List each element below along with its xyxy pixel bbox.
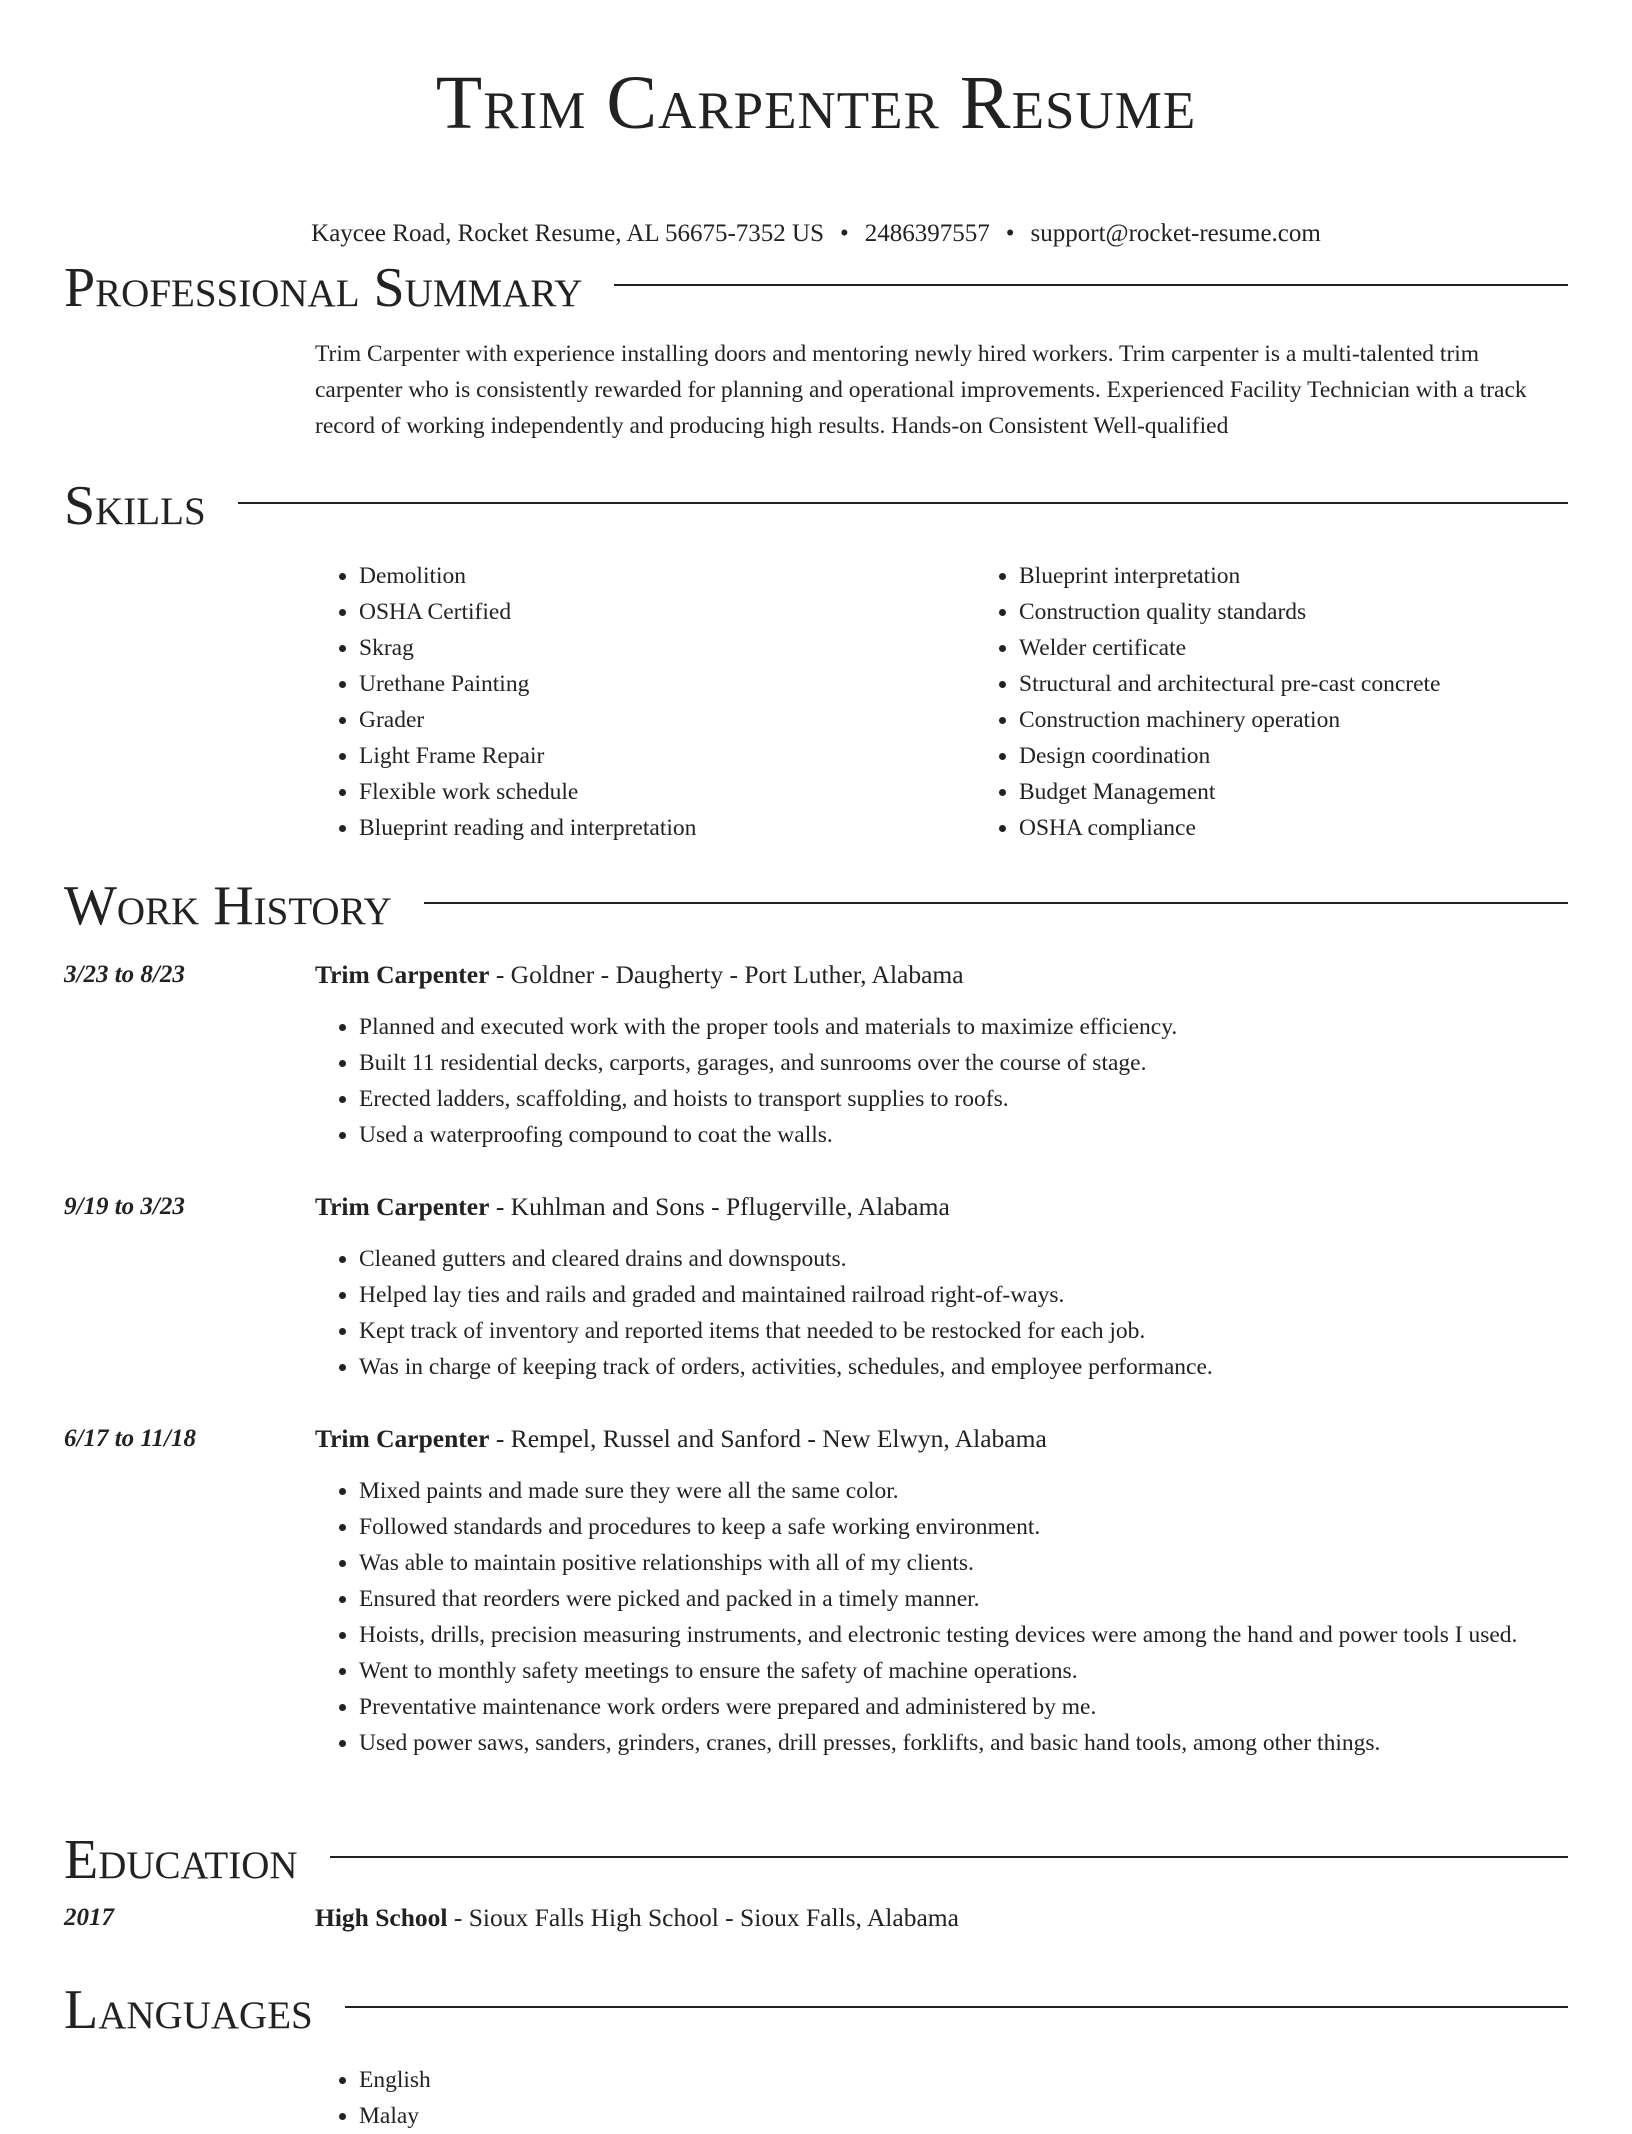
job-bullet: • Cleaned gutters and cleared drains and downspouts. — [359, 1241, 1568, 1277]
job-title-line — [315, 1421, 1568, 1457]
skill-item: • Demolition — [359, 558, 975, 594]
skill-item: • Blueprint reading and interpretation — [359, 810, 975, 846]
job-bullet: • Was in charge of keeping track of orders, activities, schedules, and employee performance. — [359, 1349, 1568, 1385]
job-role: Trim Carpenter — [315, 1424, 490, 1453]
section-divider — [330, 1856, 1568, 1858]
languages-heading-row — [64, 1980, 1568, 2040]
contact-separator: • — [840, 220, 849, 247]
job — [64, 1421, 1568, 1761]
job-employer: - Kuhlman and Sons - Pflugerville, Alabama — [489, 1192, 950, 1221]
skill-item: • Design coordination — [1019, 738, 1440, 774]
skills-section — [64, 476, 1568, 846]
skills-heading-row — [64, 476, 1568, 536]
skills-list-right — [975, 558, 1440, 846]
job-employer: - Goldner - Daugherty - Port Luther, Alabama — [489, 960, 964, 989]
job-bullet: • Followed standards and procedures to keep a safe working environment. — [359, 1509, 1568, 1545]
contact-email: support@rocket-resume.com — [1030, 220, 1321, 247]
languages-heading: Languages — [64, 1979, 313, 2041]
section-divider — [238, 502, 1568, 504]
education-degree: High School — [315, 1903, 448, 1932]
education-entry — [64, 1900, 1568, 1936]
skills-body — [315, 558, 1568, 846]
education-section — [64, 1830, 1568, 1936]
job-title-line — [315, 1189, 1568, 1225]
language-item: • Malay — [359, 2098, 1568, 2134]
summary-body — [315, 336, 1568, 444]
job-bullet: • Used a waterproofing compound to coat the walls. — [359, 1117, 1568, 1153]
work-heading: Work History — [64, 875, 392, 937]
job-role: Trim Carpenter — [315, 1192, 490, 1221]
contact-line — [0, 218, 1632, 250]
job-title-line — [315, 957, 1568, 993]
section-divider — [424, 902, 1568, 904]
skill-item: • Blueprint interpretation — [1019, 558, 1440, 594]
skill-item: • Construction machinery operation — [1019, 702, 1440, 738]
job-bullet: • Built 11 residential decks, carports, garages, and sunrooms over the course of stage. — [359, 1045, 1568, 1081]
job-bullet: • Went to monthly safety meetings to ensure the safety of machine operations. — [359, 1653, 1568, 1689]
skills-grid — [315, 558, 1568, 846]
job-bullet: • Preventative maintenance work orders were prepared and administered by me. — [359, 1689, 1568, 1725]
job-role: Trim Carpenter — [315, 960, 490, 989]
education-heading: Education — [64, 1829, 298, 1891]
job-bullet: • Helped lay ties and rails and graded and maintained railroad right-of-ways. — [359, 1277, 1568, 1313]
job-bullet: • Ensured that reorders were picked and packed in a timely manner. — [359, 1581, 1568, 1617]
skill-item: • Welder certificate — [1019, 630, 1440, 666]
skills-heading: Skills — [64, 475, 206, 537]
job — [64, 1189, 1568, 1385]
job-dates: 3/23 to 8/23 — [64, 961, 185, 988]
job-bullet: • Used power saws, sanders, grinders, cranes, drill presses, forklifts, and basic hand tools, among other things. — [359, 1725, 1568, 1761]
job-bullet: • Was able to maintain positive relationships with all of my clients. — [359, 1545, 1568, 1581]
summary-text: Trim Carpenter with experience installing doors and mentoring newly hired workers. Trim carpenter is a multi-talented trim carpenter who is consistently rewarded for planning and operational improvements. Experienced Facility Technician with a track record of working independently and producing high results. Hands-on Consistent Well-qualified — [315, 341, 1527, 439]
summary-section — [64, 258, 1568, 444]
education-school: - Sioux Falls High School - Sioux Falls, Alabama — [447, 1903, 959, 1932]
section-divider — [614, 284, 1568, 286]
skill-item: • OSHA compliance — [1019, 810, 1440, 846]
skill-item: • Grader — [359, 702, 975, 738]
skills-list-left — [315, 558, 975, 846]
section-divider — [345, 2006, 1568, 2008]
education-line — [315, 1900, 1568, 1936]
job-dates: 6/17 to 11/18 — [64, 1425, 196, 1452]
job-bullets — [315, 1473, 1568, 1761]
language-item: • English — [359, 2062, 1568, 2098]
skill-item: • Skrag — [359, 630, 975, 666]
job-bullet: • Kept track of inventory and reported items that needed to be restocked for each job. — [359, 1313, 1568, 1349]
education-heading-row — [64, 1830, 1568, 1890]
work-heading-row — [64, 876, 1568, 936]
job-bullet: • Mixed paints and made sure they were all the same color. — [359, 1473, 1568, 1509]
job-bullets — [315, 1241, 1568, 1385]
job-entry — [64, 1421, 1568, 1761]
contact-separator: • — [1005, 220, 1015, 247]
skill-item: • Construction quality standards — [1019, 594, 1440, 630]
languages-list — [315, 2062, 1568, 2134]
job-dates: 9/19 to 3/23 — [64, 1193, 185, 1220]
skill-item: • Structural and architectural pre-cast concrete — [1019, 666, 1440, 702]
job-bullets — [315, 1009, 1568, 1153]
work-section — [64, 876, 1568, 936]
contact-address: Kaycee Road, Rocket Resume, AL 56675-7352 US — [311, 220, 825, 247]
job-employer: - Rempel, Russel and Sanford - New Elwyn, Alabama — [489, 1424, 1047, 1453]
job-bullet: • Hoists, drills, precision measuring instruments, and electronic testing devices were among the hand and power tools I used. — [359, 1617, 1568, 1653]
job-bullet: • Planned and executed work with the proper tools and materials to maximize efficiency. — [359, 1009, 1568, 1045]
job-bullet: • Erected ladders, scaffolding, and hoists to transport supplies to roofs. — [359, 1081, 1568, 1117]
skill-item: • OSHA Certified — [359, 594, 975, 630]
job — [64, 957, 1568, 1153]
summary-heading: Professional Summary — [64, 257, 583, 319]
skill-item: • Light Frame Repair — [359, 738, 975, 774]
resume-title: Trim Carpenter Resume — [435, 61, 1197, 145]
languages-section — [64, 1980, 1568, 2134]
skill-item: • Urethane Painting — [359, 666, 975, 702]
job-entry — [64, 957, 1568, 1153]
summary-heading-row — [64, 258, 1568, 318]
education-year: 2017 — [64, 1904, 114, 1931]
resume-header — [0, 0, 1632, 250]
skill-item: • Flexible work schedule — [359, 774, 975, 810]
contact-phone: 2486397557 — [864, 220, 990, 247]
skill-item: • Budget Management — [1019, 774, 1440, 810]
job-entry — [64, 1189, 1568, 1385]
